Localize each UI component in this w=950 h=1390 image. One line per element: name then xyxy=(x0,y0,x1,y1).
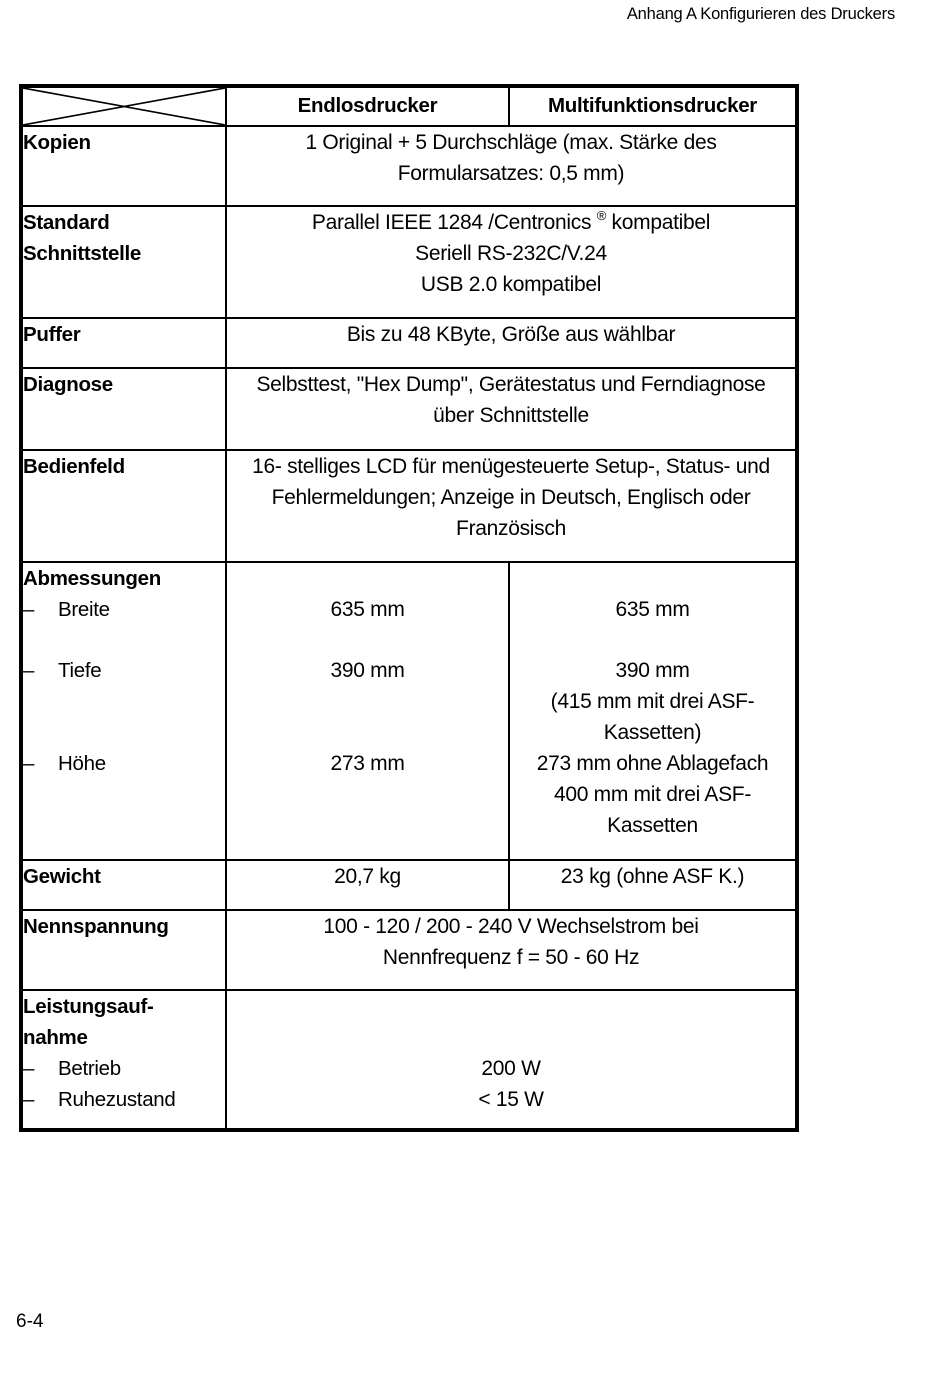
table-row-diagnose xyxy=(21,368,797,450)
table-header-row xyxy=(21,86,797,126)
value-breite: 635 mm xyxy=(615,598,690,621)
value-hoehe: 273 mm ohne Ablagefach xyxy=(536,752,769,775)
gewicht-multi: 23 kg (ohne ASF K.) xyxy=(509,860,797,910)
page-number: 6-4 xyxy=(16,1311,44,1332)
table-row-nennspannung xyxy=(21,910,797,990)
diagonal-cross-lines xyxy=(23,88,225,125)
dash: – xyxy=(23,752,35,775)
value-line: Französisch xyxy=(456,517,566,540)
value-line: 1 Original + 5 Durchschläge (max. Stärke des xyxy=(305,131,717,154)
parallel-text: Parallel IEEE 1284 /Centronics xyxy=(311,211,597,234)
table-row-abmessungen xyxy=(21,562,797,860)
running-header: Anhang A Konfigurieren des Druckers xyxy=(626,5,895,23)
row-label-bedienfeld: Bedienfeld xyxy=(21,450,226,562)
value-tiefe: Kassetten) xyxy=(603,721,702,744)
row-value-schnittstelle xyxy=(226,206,797,318)
value-line: Nennfrequenz f = 50 - 60 Hz xyxy=(382,946,640,969)
label-line: Schnittstelle xyxy=(23,242,141,265)
row-label-nennspannung: Nennspannung xyxy=(21,910,226,990)
value-line-parallel xyxy=(227,207,795,238)
row-value-nennspannung xyxy=(226,910,797,990)
value-hoehe: 273 mm xyxy=(330,752,405,775)
sub-label-text: Betrieb xyxy=(58,1057,121,1080)
value-line-usb: USB 2.0 kompatibel xyxy=(420,273,602,296)
sub-label-text: Höhe xyxy=(58,752,106,775)
sub-label-tiefe xyxy=(23,655,225,686)
abmessungen-multi xyxy=(509,562,797,860)
value-line: Selbsttest, "Hex Dump", Gerätestatus und Ferndiagnose xyxy=(256,373,766,396)
column-header-multifunktionsdrucker: Multifunktionsdrucker xyxy=(509,86,797,126)
value-ruhezustand: < 15 W xyxy=(478,1088,544,1111)
row-value-bedienfeld xyxy=(226,450,797,562)
sub-label-breite xyxy=(23,594,225,625)
row-label-kopien: Kopien xyxy=(21,126,226,206)
table-row-leistungsaufnahme xyxy=(21,990,797,1130)
sub-label-ruhezustand xyxy=(23,1084,225,1115)
row-value-leistungsaufnahme xyxy=(226,990,797,1130)
value-line: 100 - 120 / 200 - 240 V Wechselstrom bei xyxy=(323,915,699,938)
row-label-schnittstelle xyxy=(21,206,226,318)
value-line: Fehlermeldungen; Anzeige in Deutsch, Englisch oder xyxy=(271,486,751,509)
sub-label-betrieb xyxy=(23,1053,225,1084)
row-label-abmessungen xyxy=(21,562,226,860)
value-tiefe: 390 mm xyxy=(615,659,690,682)
dash: – xyxy=(23,1088,35,1111)
registered-mark: ® xyxy=(596,208,607,223)
value-hoehe: 400 mm mit drei ASF- xyxy=(553,783,752,806)
sub-label-hoehe xyxy=(23,748,225,779)
corner-cell xyxy=(21,86,226,126)
value-tiefe: (415 mm mit drei ASF- xyxy=(550,690,755,713)
label-line: nahme xyxy=(23,1026,88,1049)
specifications-table xyxy=(19,84,799,1132)
row-label-leistungsaufnahme xyxy=(21,990,226,1130)
gewicht-endlos: 20,7 kg xyxy=(226,860,509,910)
table-row-schnittstelle xyxy=(21,206,797,318)
label-line: Abmessungen xyxy=(23,567,161,590)
sub-label-text: Ruhezustand xyxy=(58,1088,176,1111)
sub-label-text: Breite xyxy=(58,598,110,621)
row-value-diagnose xyxy=(226,368,797,450)
value-line: über Schnittstelle xyxy=(433,404,589,427)
table-row-bedienfeld xyxy=(21,450,797,562)
value-line: Formularsatzes: 0,5 mm) xyxy=(397,162,625,185)
label-line: Standard xyxy=(23,211,110,234)
dash: – xyxy=(23,1057,35,1080)
row-label-gewicht: Gewicht xyxy=(21,860,226,910)
value-betrieb: 200 W xyxy=(481,1057,541,1080)
value-tiefe: 390 mm xyxy=(330,659,405,682)
row-label-diagnose: Diagnose xyxy=(21,368,226,450)
value-hoehe: Kassetten xyxy=(607,814,698,837)
value-breite: 635 mm xyxy=(330,598,405,621)
value-line-seriell: Seriell RS-232C/V.24 xyxy=(415,242,607,265)
label-line: Leistungsauf- xyxy=(23,995,154,1018)
sub-label-text: Tiefe xyxy=(58,659,102,682)
row-label-puffer: Puffer xyxy=(21,318,226,368)
row-value-kopien xyxy=(226,126,797,206)
row-value-puffer: Bis zu 48 KByte, Größe aus wählbar xyxy=(226,318,797,368)
parallel-tail: kompatibel xyxy=(606,211,711,234)
table-row-gewicht xyxy=(21,860,797,910)
abmessungen-endlos xyxy=(226,562,509,860)
table-row-kopien xyxy=(21,126,797,206)
dash: – xyxy=(23,659,35,682)
dash: – xyxy=(23,598,35,621)
table-row-puffer xyxy=(21,318,797,368)
column-header-endlosdrucker: Endlosdrucker xyxy=(226,86,509,126)
value-line: 16- stelliges LCD für menügesteuerte Setup-, Status- und xyxy=(252,455,770,478)
